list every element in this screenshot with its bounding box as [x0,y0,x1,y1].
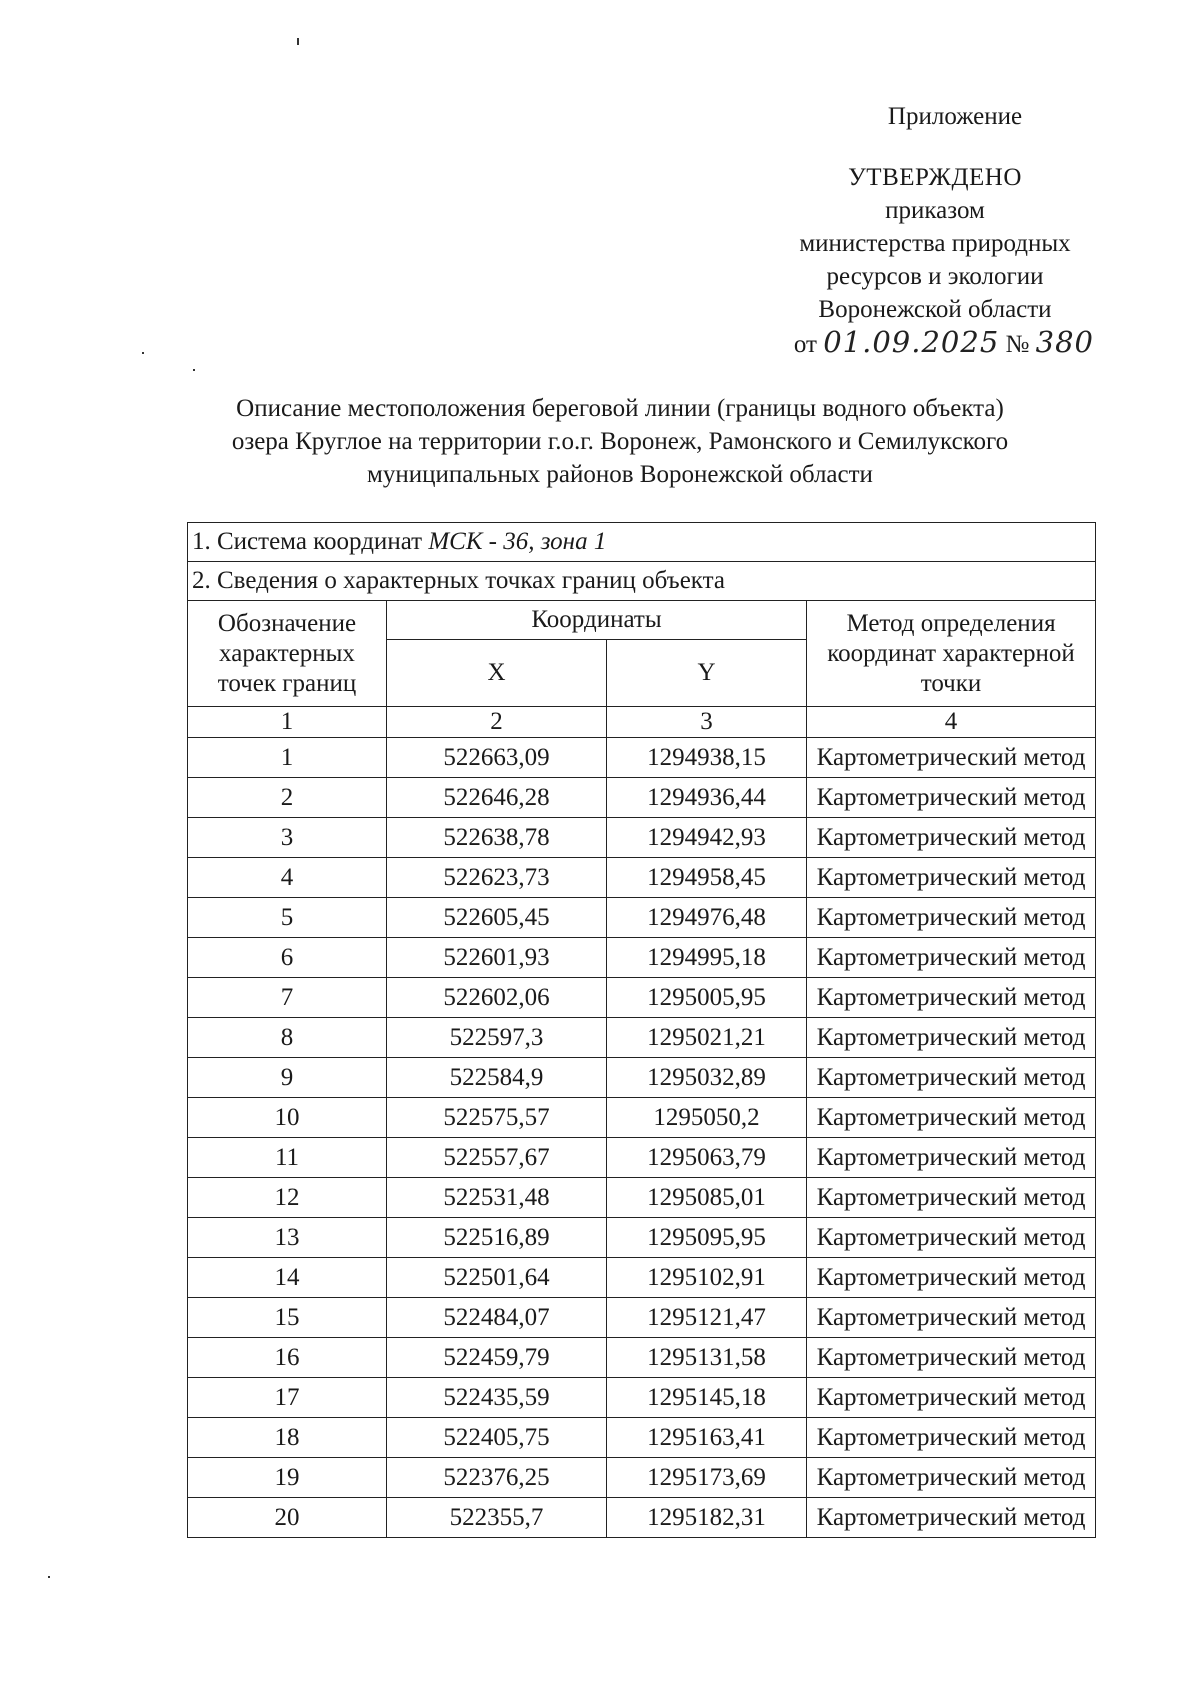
header-coords: Координаты [387,601,807,640]
table-row [188,738,1096,778]
method-cell: Картометрический метод [807,738,1096,778]
y-coordinate-cell: 1295131,58 [607,1338,807,1378]
column-number: 3 [607,707,807,738]
scan-speck [297,38,299,45]
header-y: Y [607,640,807,707]
coordinate-system-value: МСК - 36, зона 1 [428,528,607,555]
handwritten-date: 01.09.2025 [823,325,1000,359]
x-coordinate-cell: 522602,06 [387,978,607,1018]
y-coordinate-cell: 1294936,44 [607,778,807,818]
point-number-cell: 3 [188,818,387,858]
y-coordinate-cell: 1295121,47 [607,1298,807,1338]
section-row [188,562,1096,601]
table-row [188,1218,1096,1258]
approval-line: ресурсов и экологии [826,263,1044,290]
method-cell: Картометрический метод [807,858,1096,898]
table-row [188,1018,1096,1058]
header-row [188,601,1096,640]
y-coordinate-cell: 1295021,21 [607,1018,807,1058]
table-row [188,858,1096,898]
point-number-cell: 12 [188,1178,387,1218]
table-row [188,1058,1096,1098]
table-row [188,1378,1096,1418]
y-coordinate-cell: 1295145,18 [607,1378,807,1418]
y-coordinate-cell: 1294942,93 [607,818,807,858]
method-cell: Картометрический метод [807,1098,1096,1138]
table-row [188,778,1096,818]
method-cell: Картометрический метод [807,1018,1096,1058]
table-row [188,938,1096,978]
point-number-cell: 5 [188,898,387,938]
point-number-cell: 14 [188,1258,387,1298]
y-coordinate-cell: 1295182,31 [607,1498,807,1538]
coordinate-system-cell [188,523,1096,562]
order-date-line [770,326,1100,361]
section-row [188,523,1096,562]
y-coordinate-cell: 1295173,69 [607,1458,807,1498]
y-coordinate-cell: 1295095,95 [607,1218,807,1258]
x-coordinate-cell: 522605,45 [387,898,607,938]
column-number: 2 [387,707,607,738]
method-cell: Картометрический метод [807,1338,1096,1378]
y-coordinate-cell: 1295005,95 [607,978,807,1018]
table-row [188,1178,1096,1218]
point-number-cell: 11 [188,1138,387,1178]
scan-speck [193,369,195,371]
x-coordinate-cell: 522663,09 [387,738,607,778]
section1-label: 1. Система координат [192,528,423,555]
x-coordinate-cell: 522376,25 [387,1458,607,1498]
approval-line: министерства природных [799,230,1071,257]
point-number-cell: 20 [188,1498,387,1538]
y-coordinate-cell: 1295063,79 [607,1138,807,1178]
scan-speck [48,1576,50,1578]
section2-label: 2. Сведения о характерных точках границ объекта [188,562,1096,601]
table-row [188,1498,1096,1538]
x-coordinate-cell: 522601,93 [387,938,607,978]
method-cell: Картометрический метод [807,1458,1096,1498]
header-method: Метод определения координат характерной точки [807,601,1096,707]
table-row [188,898,1096,938]
title-line: озера Круглое на территории г.о.г. Воронеж, Рамонского и Семилукского [231,428,1009,455]
table-row [188,1138,1096,1178]
point-number-cell: 15 [188,1298,387,1338]
appendix-label: Приложение [887,103,1023,130]
scan-speck [142,352,144,354]
y-coordinate-cell: 1295163,41 [607,1418,807,1458]
title-line: муниципальных районов Воронежской области [367,461,873,488]
point-number-cell: 19 [188,1458,387,1498]
method-cell: Картометрический метод [807,818,1096,858]
method-cell: Картометрический метод [807,778,1096,818]
x-coordinate-cell: 522501,64 [387,1258,607,1298]
approval-line: Воронежской области [818,296,1052,323]
approval-line: приказом [885,197,985,224]
point-number-cell: 13 [188,1218,387,1258]
y-coordinate-cell: 1294958,45 [607,858,807,898]
x-coordinate-cell: 522516,89 [387,1218,607,1258]
method-cell: Картометрический метод [807,938,1096,978]
table-row [188,818,1096,858]
y-coordinate-cell: 1294938,15 [607,738,807,778]
method-cell: Картометрический метод [807,1138,1096,1178]
handwritten-number: 380 [1035,325,1094,359]
point-number-cell: 4 [188,858,387,898]
point-number-cell: 2 [188,778,387,818]
x-coordinate-cell: 522435,59 [387,1378,607,1418]
method-cell: Картометрический метод [807,1058,1096,1098]
x-coordinate-cell: 522638,78 [387,818,607,858]
point-number-cell: 7 [188,978,387,1018]
point-number-cell: 17 [188,1378,387,1418]
method-cell: Картометрический метод [807,1218,1096,1258]
column-number-row [188,707,1096,738]
x-coordinate-cell: 522575,57 [387,1098,607,1138]
y-coordinate-cell: 1295050,2 [607,1098,807,1138]
x-coordinate-cell: 522597,3 [387,1018,607,1058]
point-number-cell: 10 [188,1098,387,1138]
approved-label: УТВЕРЖДЕНО [848,164,1022,191]
table-row [188,1258,1096,1298]
coordinates-table [187,522,1096,1538]
method-cell: Картометрический метод [807,1418,1096,1458]
method-cell: Картометрический метод [807,1498,1096,1538]
number-sign: № [1005,331,1030,358]
point-number-cell: 1 [188,738,387,778]
y-coordinate-cell: 1294976,48 [607,898,807,938]
point-number-cell: 6 [188,938,387,978]
point-number-cell: 9 [188,1058,387,1098]
y-coordinate-cell: 1295102,91 [607,1258,807,1298]
document-title [190,392,1050,491]
x-coordinate-cell: 522355,7 [387,1498,607,1538]
method-cell: Картометрический метод [807,898,1096,938]
y-coordinate-cell: 1295085,01 [607,1178,807,1218]
table-row [188,1458,1096,1498]
x-coordinate-cell: 522405,75 [387,1418,607,1458]
title-line: Описание местоположения береговой линии (границы водного объекта) [236,395,1004,422]
table-row [188,1098,1096,1138]
x-coordinate-cell: 522459,79 [387,1338,607,1378]
x-coordinate-cell: 522646,28 [387,778,607,818]
method-cell: Картометрический метод [807,1258,1096,1298]
header-x: X [387,640,607,707]
approval-block [770,100,1100,361]
point-number-cell: 8 [188,1018,387,1058]
table-row [188,1338,1096,1378]
method-cell: Картометрический метод [807,978,1096,1018]
x-coordinate-cell: 522623,73 [387,858,607,898]
header-point: Обозначение характерных точек границ [188,601,387,707]
x-coordinate-cell: 522584,9 [387,1058,607,1098]
method-cell: Картометрический метод [807,1178,1096,1218]
method-cell: Картометрический метод [807,1378,1096,1418]
x-coordinate-cell: 522484,07 [387,1298,607,1338]
x-coordinate-cell: 522557,67 [387,1138,607,1178]
x-coordinate-cell: 522531,48 [387,1178,607,1218]
table-row [188,1418,1096,1458]
column-number: 1 [188,707,387,738]
y-coordinate-cell: 1295032,89 [607,1058,807,1098]
column-number: 4 [807,707,1096,738]
date-prefix: от [793,331,817,358]
method-cell: Картометрический метод [807,1298,1096,1338]
table-row [188,1298,1096,1338]
y-coordinate-cell: 1294995,18 [607,938,807,978]
table-row [188,978,1096,1018]
point-number-cell: 16 [188,1338,387,1378]
point-number-cell: 18 [188,1418,387,1458]
